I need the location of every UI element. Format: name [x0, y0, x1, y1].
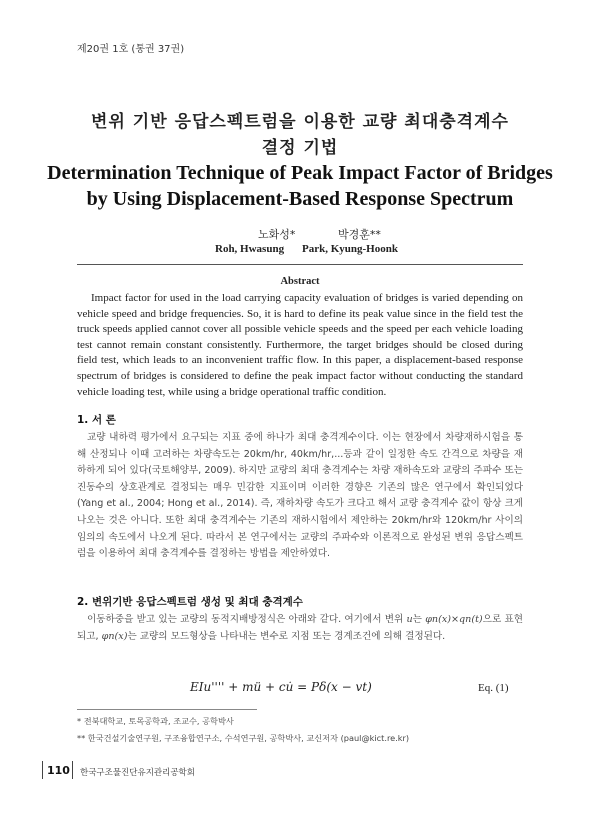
section1-heading: 1. 서 론: [77, 414, 116, 426]
author-korean-1: 노화성*: [258, 228, 296, 241]
section2-text-c: 으로 표현 되고,: [77, 614, 523, 642]
abstract-heading: Abstract: [280, 276, 320, 287]
section2-body: [77, 612, 523, 645]
section2-text-a: 이동하중을 받고 있는 교량의 동적지배방정식은 아래와 같다. 여기에서 변위: [87, 614, 407, 625]
footnote-2: ** 한국건설기술연구원, 구조융합연구소, 수석연구원, 공학박사, 교신저자 (paul@kict.re.kr): [77, 733, 410, 743]
footer-rule-left: [42, 761, 43, 779]
korean-title-line2: 결정 기법: [261, 138, 339, 158]
equation-number: Eq. (1): [478, 682, 509, 694]
footnote-divider: [77, 709, 257, 710]
governing-equation: EIu'''' + mü + cu̇ = Pδ(x − vt): [190, 680, 372, 694]
section2-heading: 2. 변위기반 응답스펙트럼 생성 및 최대 충격계수: [77, 596, 303, 608]
section2-text-b: 는: [412, 614, 426, 625]
footer-rule: [72, 761, 73, 779]
english-title-line1: Determination Technique of Peak Impact Factor of Bridges: [47, 162, 553, 184]
page-number: 110: [47, 764, 70, 777]
author-roman-2: Park, Kyung-Hoonk: [302, 243, 398, 255]
journal-issue-header: 제20권 1호 (통권 37권): [77, 44, 185, 55]
author-korean-2: 박경훈**: [338, 228, 381, 241]
mode-shape-expression: φn(x): [101, 630, 128, 642]
mode-product-expression: φn(x)×qn(t): [425, 614, 483, 625]
author-roman-1: Roh, Hwasung: [215, 243, 285, 255]
footnote-1: * 전북대학교, 토목공학과, 조교수, 공학박사: [77, 716, 234, 726]
english-title-line2: by Using Displacement-Based Response Spectrum: [86, 188, 514, 210]
variable-u: u: [406, 614, 413, 625]
section2-text-d: 는 교량의 모드형상을 나타내는 변수로 지점 또는 경계조건에 의해 결정된다.: [127, 630, 446, 642]
title-divider: [77, 264, 523, 265]
abstract-body: Impact factor for used in the load carrying capacity evaluation of bridges is varied depending on vehicle speed and bridge frequencies. So, it is hard to define its peak value since in the field test the truck speeds applied cannot cover all possible vehicle speeds and the speed per each vehicle loading test cannot remain constant consistently. Furthermore, the target bridges should be closed during field test, which leads to an inconvenient traffic flow. In this paper, a displacement-based response spectrum of bridges is considered to define the peak impact factor without conducting the standard vehicle loading test, while using a bridge operational traffic condition.: [77, 292, 523, 398]
journal-name: 한국구조물진단유지관리공학회: [80, 768, 195, 778]
section1-body: 교량 내하력 평가에서 요구되는 지표 중에 하나가 최대 충격계수이다. 이는 현장에서 차량재하시험을 통해 산정되나 이때 고려하는 차량속도는 20km/hr, 40km/hr,...등과 같이 일정한 속도 간격으로 차량을 재하하게 되어 있다(국토해양부, 2009). 하지만 교량의 최대 충격계수는 차량 재하속도와 교량의 주파수 또는 진동수의 상호관계로 결정되는 매우 민감한 지표이며 이러한 경향은 기존의 많은 연구에서 확인되었다(Yang et al., 2004; Hong et al., 2014). 즉, 재하차량 속도가 크다고 해서 교량 충격계수 값이 항상 크게 나오는 것은 아니다. 또한 최대 충격계수는 기존의 재하시험에서 제안하는 20km/hr와 120km/hr 사이의 임의의 속도에서 나오게 된다. 따라서 본 연구에서는 교량의 주파수와 이론적으로 완성된 변위 응답스펙트럼을 이용하여 최대 충격계수를 결정하는 방법을 제안하였다.: [77, 432, 523, 560]
korean-title-line1: 변위 기반 응답스펙트럼을 이용한 교량 최대충격계수: [91, 112, 509, 132]
